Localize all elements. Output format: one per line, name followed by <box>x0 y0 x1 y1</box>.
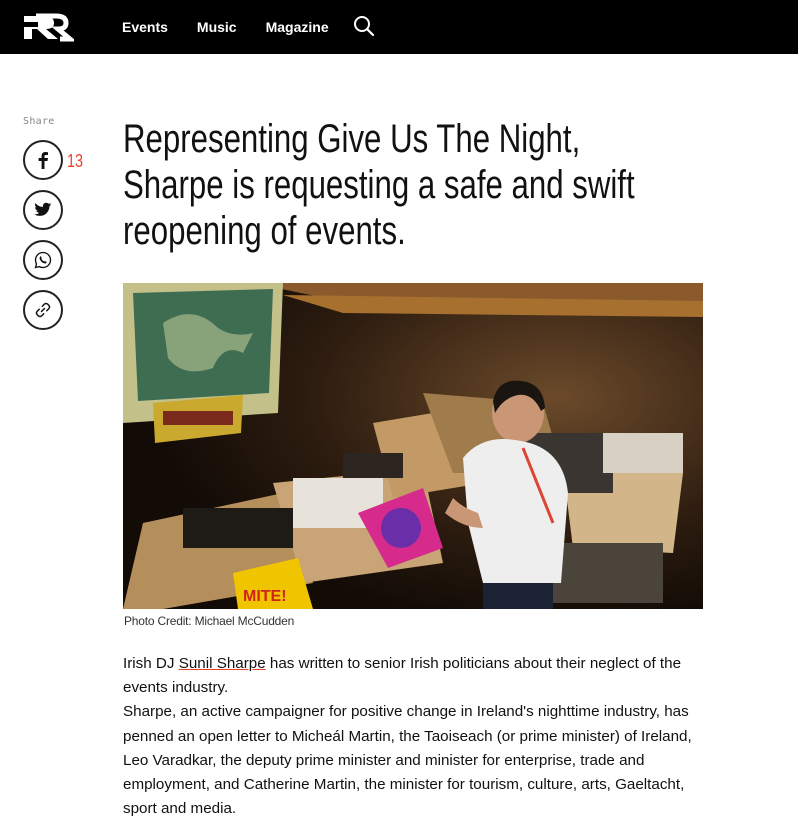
twitter-icon <box>34 202 52 218</box>
facebook-icon <box>35 151 51 169</box>
nav-magazine[interactable]: Magazine <box>265 19 329 35</box>
nav-music[interactable]: Music <box>196 19 237 35</box>
paragraph-1: Irish DJ Sunil Sharpe has written to senior Irish politicians about their neglect of the events industry. <box>123 655 682 697</box>
article-body <box>123 652 708 821</box>
photo-credit: Photo Credit: Michael McCudden <box>124 614 295 628</box>
article-headline: Representing Give Us The Night, Sharpe is requesting a safe and swift reopening of events. <box>123 117 635 253</box>
search-icon[interactable] <box>352 14 376 38</box>
link-icon <box>34 301 52 319</box>
facebook-share-button[interactable] <box>23 140 63 180</box>
whatsapp-share-button[interactable] <box>23 240 63 280</box>
artist-link-sunil-sharpe[interactable]: Sunil Sharpe <box>178 655 266 672</box>
share-label: Share <box>23 116 55 127</box>
article-photo <box>123 283 703 609</box>
twitter-share-button[interactable] <box>23 190 63 230</box>
paragraph-2: Sharpe, an active campaigner for positive change in Ireland's nighttime industry, has penned an open letter to Micheál Martin, the Taoiseach (or prime minister) of Ireland, Leo Varadkar, the deputy prime minister and minister for enterprise, trade and employment, and Catherine Martin, the minister for tourism, culture, arts, Gaeltacht, sport and media. <box>123 703 692 818</box>
ra-logo-icon[interactable] <box>22 12 74 42</box>
main-nav <box>122 0 358 54</box>
svg-text:MITE!: MITE! <box>243 588 287 605</box>
top-navigation-bar <box>0 0 798 54</box>
copy-link-button[interactable] <box>23 290 63 330</box>
nav-events[interactable]: Events <box>122 19 168 35</box>
whatsapp-icon <box>34 251 52 269</box>
facebook-share-count: 13 <box>67 151 84 171</box>
